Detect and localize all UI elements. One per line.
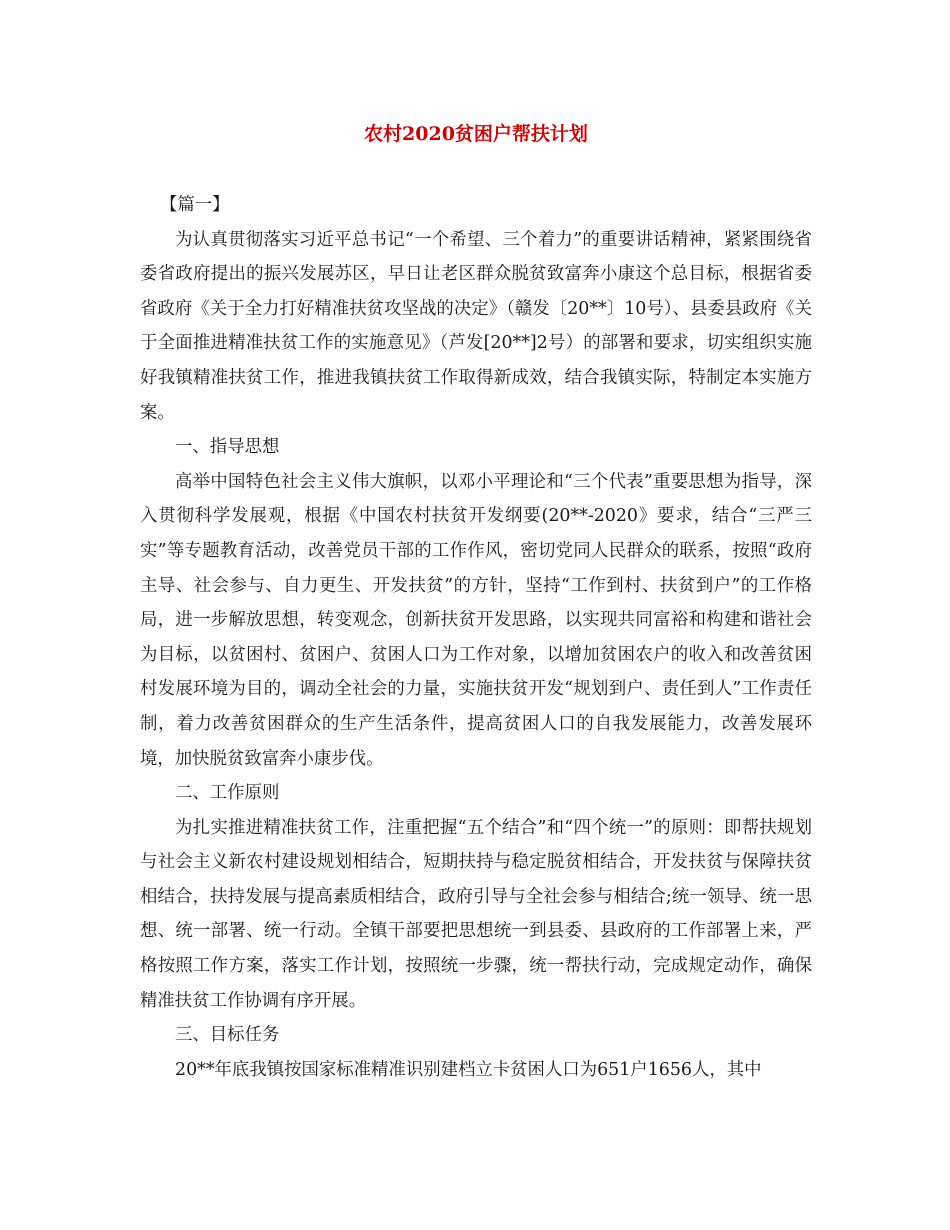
paragraph: 高举中国特色社会主义伟大旗帜，以邓小平理论和“三个代表”重要思想为指导，深入贯彻科学发展观，根据《中国农村扶贫开发纲要(20**-2020》要求，结合“三严三实”等专题教育活动，改善党员干部的工作作风，密切党同人民群众的联系，按照“政府主导、社会参与、自力更生、开发扶贫”的方针，坚持“工作到村、扶贫到户”的工作格局，进一步解放思想，转变观念，创新扶贫开发思路，以实现共同富裕和构建和谐社会为目标，以贫困村、贫困户、贫困人口为工作对象，以增加贫困农户的收入和改善贫困村发展环境为目的，调动全社会的力量，实施扶贫开发“规划到户、责任到人”工作责任制，着力改善贫困群众的生产生活条件，提高贫困人口的自我发展能力，改善发展环境，加快脱贫致富奔小康步伐。 [140,471,812,769]
section-heading: 二、工作原则 [175,783,280,804]
paragraph: 20**年底我镇按国家标准精准识别建档立卡贫困人口为651户1656人，其中 [175,1059,762,1080]
section-label: 【篇一】 [160,195,230,215]
section-heading: 三、目标任务 [175,1025,280,1046]
paragraph: 为扎实推进精准扶贫工作，注重把握“五个结合”和“四个统一”的原则：即帮扶规划与社会主义新农村建设规划相结合，短期扶持与稳定脱贫相结合，开发扶贫与保障扶贫相结合，扶持发展与提高素质相结合，政府引导与全社会参与相结合;统一领导、统一思想、统一部署、统一行动。全镇干部要把思想统一到县委、县政府的工作部署上来，严格按照工作方案，落实工作计划，按照统一步骤，统一帮扶行动，完成规定动作，确保精准扶贫工作协调有序开展。 [140,817,812,1011]
document-title: 农村2020贫困户帮扶计划 [364,123,588,145]
document-body [140,188,812,1087]
paragraph: 为认真贯彻落实习近平总书记“一个希望、三个着力”的重要讲话精神，紧紧围绕省委省政府提出的振兴发展苏区，早日让老区群众脱贫致富奔小康这个总目标，根据省委省政府《关于全力打好精准扶贫攻坚战的决定》（赣发〔20**〕10号）、县委县政府《关于全面推进精准扶贫工作的实施意见》（芦发[20**]2号）的部署和要求，切实组织实施好我镇精准扶贫工作，推进我镇扶贫工作取得新成效，结合我镇实际，特制定本实施方案。 [140,229,812,423]
section-heading: 一、指导思想 [175,437,280,458]
